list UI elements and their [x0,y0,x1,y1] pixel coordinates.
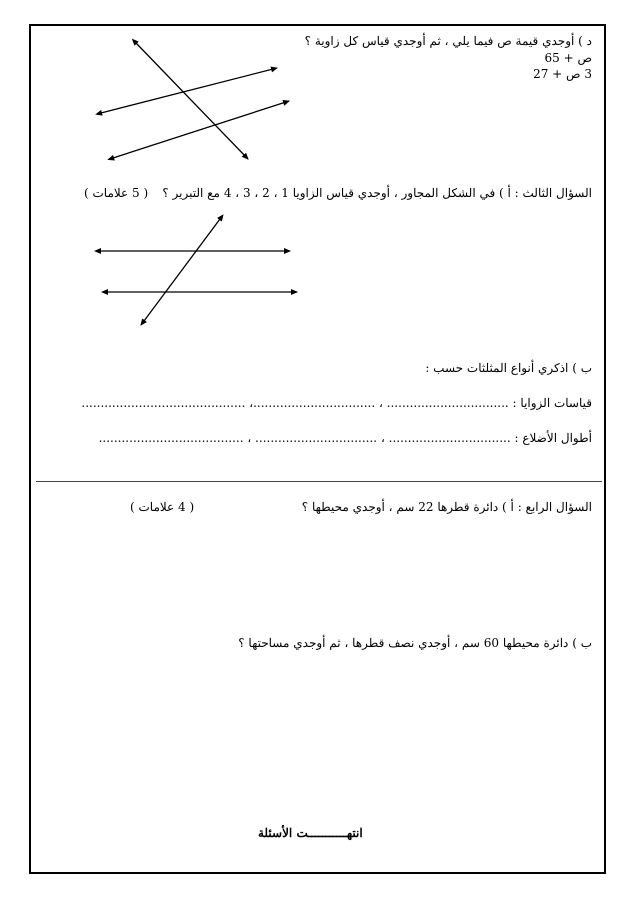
sides-fill-line: أطوال الأضلاع : ................................ ، ................................ ، ...................................... [98,431,592,445]
q4-marks: ( 4 علامات ) [130,500,195,514]
q4-part-b: ب ) دائرة محيطها 60 سم ، أوجدي نصف قطرها ، ثم أوجدي مساحتها ؟ [238,636,592,650]
end-of-questions: انتهـــــــــــت الأسئلة [258,826,363,840]
figure2-transversal [141,219,220,325]
q3-part-b: ب ) اذكري أنواع المثلثات حسب : [425,361,592,375]
angles-fill-line: قياسات الزوايا : ................................ ، ................................، ........................................... [81,396,592,410]
q4-part-a: السؤال الرابع : أ ) دائرة قطرها 22 سم ، أوجدي محيطها ؟ [301,500,592,514]
expression-2: 3 ص + 27 [533,67,592,81]
part-d-question: د ) أوجدي قيمة ص فيما يلي ، ثم أوجدي قياس كل زاوية ؟ [304,34,592,48]
q3-part-a: السؤال الثالث : أ ) في الشكل المجاور ، أوجدي قياس الزاويا 1 ، 2 ، 3 ، 4 مع التبرير ؟ [162,186,592,200]
section-divider [36,481,602,482]
q3-marks: ( 5 علامات ) [84,186,149,200]
expression-1: ص + 65 [544,51,592,65]
